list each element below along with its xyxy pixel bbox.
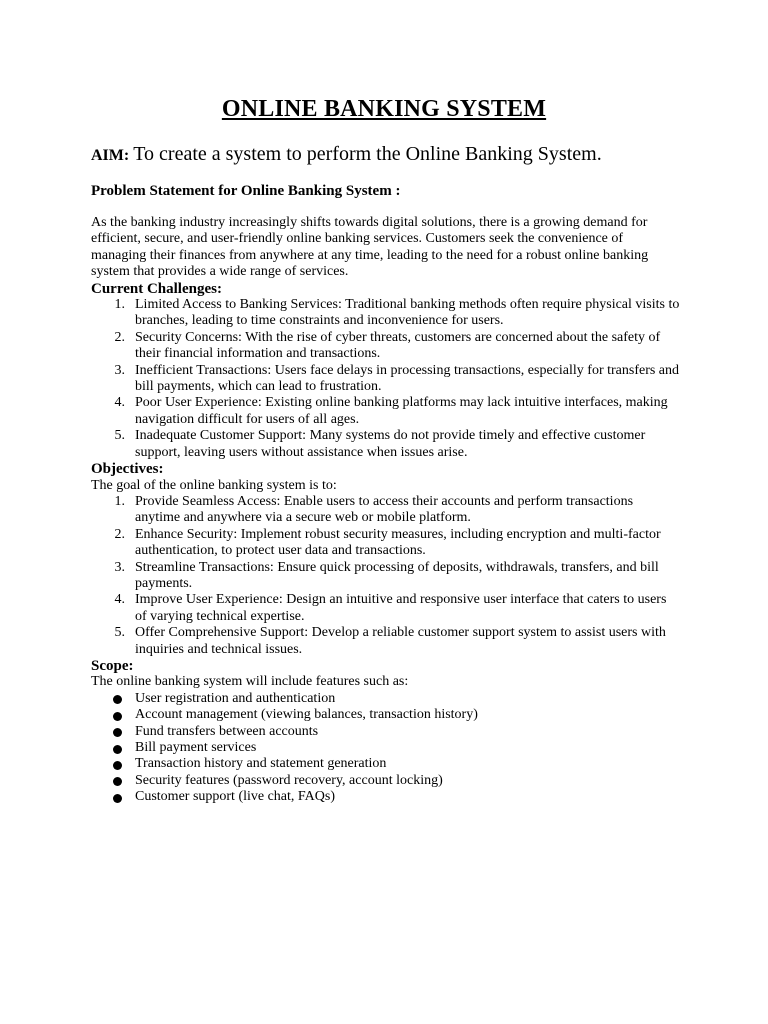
list-item — [91, 707, 681, 723]
list-item-number: 5. — [114, 625, 125, 641]
document-title: ONLINE BANKING SYSTEM — [221, 96, 547, 122]
list-item — [91, 395, 681, 428]
challenges-list — [91, 297, 681, 461]
list-item — [91, 756, 681, 772]
bullet-icon — [113, 695, 122, 704]
list-item-text: Bill payment services — [135, 740, 257, 755]
list-item-number: 1. — [114, 297, 125, 313]
problem-statement-heading: Problem Statement for Online Banking System : — [91, 183, 401, 199]
objectives-list — [91, 494, 681, 658]
aim-line — [91, 141, 691, 169]
list-item-number: 1. — [114, 493, 125, 509]
list-item — [91, 740, 681, 756]
objectives-intro: The goal of the online banking system is to: — [91, 477, 337, 493]
list-item — [91, 724, 681, 740]
list-item-text: Enhance Security: Implement robust security measures, including encryption and multi-factor authentication, to protect user data and transactions. — [135, 526, 661, 559]
list-item-text: Limited Access to Banking Services: Traditional banking methods often require physical visits to branches, leading to time constraints and inconvenience for users. — [135, 297, 680, 329]
list-item — [91, 789, 681, 805]
objectives-heading: Objectives: — [91, 461, 164, 478]
bullet-icon — [113, 794, 122, 803]
list-item — [91, 363, 681, 396]
list-item — [91, 494, 681, 527]
list-item-number: 3. — [114, 559, 125, 575]
list-item-number: 4. — [114, 395, 125, 411]
bullet-icon — [113, 728, 122, 737]
list-item-text: Security Concerns: With the rise of cyber threats, customers are concerned about the safety of their financial information and transactions. — [135, 329, 661, 362]
list-item-text: Security features (password recovery, account locking) — [135, 772, 443, 788]
bullet-icon — [113, 761, 122, 770]
list-item — [91, 592, 681, 625]
list-item-number: 4. — [114, 592, 125, 608]
document-body — [91, 215, 681, 806]
list-item-text: Inadequate Customer Support: Many systems do not provide timely and effective customer support, leaving users without assistance when issues arise. — [135, 428, 646, 460]
list-item — [91, 330, 681, 363]
list-item-text: Customer support (live chat, FAQs) — [135, 789, 335, 805]
bullet-icon — [113, 745, 122, 754]
scope-heading: Scope: — [91, 657, 134, 674]
list-item — [91, 773, 681, 789]
list-item-text: Transaction history and statement generation — [135, 756, 387, 772]
list-item-text: Improve User Experience: Design an intuitive and responsive user interface that caters to users of varying technical expertise. — [135, 592, 667, 624]
list-item — [91, 428, 681, 461]
list-item-number: 2. — [114, 526, 125, 542]
intro-paragraph: As the banking industry increasingly shifts towards digital solutions, there is a growing demand for efficient, secure, and user-friendly online banking services. Customers seek the convenience of managing their finances from anywhere at any time, leading to the need for a robust online banking system that provides a wide range of services. — [91, 215, 649, 280]
list-item-text: User registration and authentication — [135, 690, 336, 706]
list-item-text: Offer Comprehensive Support: Develop a reliable customer support system to assist users with inquiries and technical issues. — [135, 625, 666, 657]
list-item-number: 5. — [114, 428, 125, 444]
list-item — [91, 691, 681, 707]
aim-label: AIM: — [91, 147, 130, 164]
list-item-text: Poor User Experience: Existing online banking platforms may lack intuitive interfaces, making navigation difficult for users of all ages. — [135, 395, 668, 427]
bullet-icon — [113, 777, 122, 786]
challenges-heading: Current Challenges: — [91, 280, 222, 297]
scope-intro: The online banking system will include features such as: — [91, 674, 409, 690]
list-item — [91, 625, 681, 658]
list-item — [91, 560, 681, 593]
bullet-icon — [113, 712, 122, 721]
list-item-text: Streamline Transactions: Ensure quick processing of deposits, withdrawals, transfers, and bill payments. — [135, 559, 659, 591]
scope-list — [91, 691, 681, 806]
list-item-number: 3. — [114, 362, 125, 378]
list-item-text: Account management (viewing balances, transaction history) — [135, 707, 478, 723]
list-item-text: Inefficient Transactions: Users face delays in processing transactions, especially for transfers and bill payments, which can lead to frustration. — [135, 362, 680, 395]
list-item-text: Fund transfers between accounts — [135, 723, 319, 739]
list-item-text: Provide Seamless Access: Enable users to access their accounts and perform transactions anytime and anywhere via a secure web or mobile platform. — [135, 493, 634, 526]
list-item-number: 2. — [114, 329, 125, 345]
list-item — [91, 527, 681, 560]
list-item — [91, 297, 681, 330]
aim-text: To create a system to perform the Online Banking System. — [133, 143, 602, 165]
